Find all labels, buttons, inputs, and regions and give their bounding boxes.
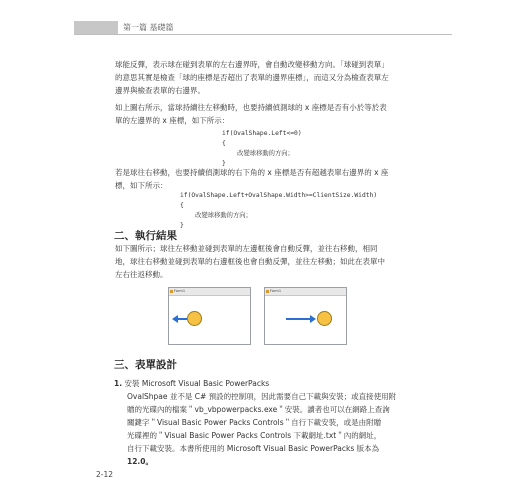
window-app-icon [266,290,269,293]
code-line: { [180,202,184,209]
window-app-icon [170,290,173,293]
text-line: 光碟裡的＂Visual Basic Power Packs Controls 下載網址.txt＂內的網址， [127,431,382,440]
window-title: Form1 [174,289,186,293]
left-boundary-paragraph [115,101,415,127]
text-line: 12.0。 [127,457,154,466]
window-titlebar [169,288,250,296]
page-number: 2-12 [96,470,114,479]
text-line: 邊界與檢查表單的右邊界。 [115,86,205,95]
ball [187,311,202,326]
code-line: } [222,160,226,167]
code-line: { [222,140,226,147]
code-line: 改變球移動的方向； [222,150,294,157]
text-line: OvalShpae 並不是 C# 預設的控制項，因此需要自己下載與安裝；或直接使用附 [127,392,397,401]
section-title-form-design: 三、表單設計 [114,359,177,371]
code-block-right-check [180,191,377,231]
arrow-left-shaft [178,318,187,320]
text-line: 如下圖所示；球往左移動並碰到表單的左邊框後會自動反彈，並往右移動，相同 [115,244,378,253]
header-bar [74,21,118,34]
screenshot-ball-moving-left [168,287,251,345]
text-line: 球能反彈，表示球在碰到表單的左右邊界時，會自動改變移動方向。「球碰到表單」 [115,60,389,69]
text-line: 關鍵字＂Visual Basic Power Packs Controls＂自行下載安裝，或是由附贈 [127,418,382,427]
arrow-right-shaft [286,318,310,320]
text-line: 自行下載安裝。本書所使用的 Microsoft Visual Basic PowerPacks 版本為 [127,444,380,453]
install-paragraph [127,390,417,468]
ball [317,311,332,326]
code-block-left-check [222,129,302,169]
code-line: 改變球移動的方向； [180,212,252,219]
text-line: 左右往返移動。 [115,270,168,279]
list-number: 1. [114,379,123,388]
right-boundary-paragraph [115,166,415,192]
chapter-title: 第一篇 基礎篇 [123,23,174,32]
text-line: 贈的光碟內的檔案＂vb_vbpowerpacks.exe＂安裝。讀者也可以在網路上查詢 [127,405,390,414]
intro-paragraph [115,58,415,97]
header-divider [74,34,452,35]
result-paragraph [115,242,415,281]
text-line: 如上圖右所示，當球持續往左移動時，也要持續偵測球的 x 座標是否有小於等於表 [115,103,387,112]
text-line: 單的左邊界的 x 座標，如下所示： [115,116,230,125]
text-line: 若是球往右移動，也要持續偵測球的右下角的 x 座標是否有超越表單右邊界的 x 座 [115,168,389,177]
text-line: 標，如下所示： [115,181,168,190]
window-titlebar [265,288,346,296]
list-item-heading [114,377,269,390]
text-line: 的意思其實是檢查「球的座標是否超出了表單的邊界座標」，而這又分為檢查表單左 [115,73,389,82]
code-line: if(OvalShape.Left<=0) [222,130,302,137]
list-heading-text: 安裝 Microsoft Visual Basic PowerPacks [124,379,270,388]
text-line: 地，球往右移動並碰到表單的右邊框後也會自動反彈，並往左移動；如此在表單中 [115,257,385,266]
code-line: if(OvalShape.Left+OvalShape.Width>=ClientSize.Width) [180,192,378,199]
window-title: Form1 [270,289,282,293]
section-title-result: 二、執行結果 [114,230,177,242]
code-line: } [180,222,184,229]
screenshot-ball-moving-right [264,287,347,345]
arrow-right-head [310,315,316,323]
